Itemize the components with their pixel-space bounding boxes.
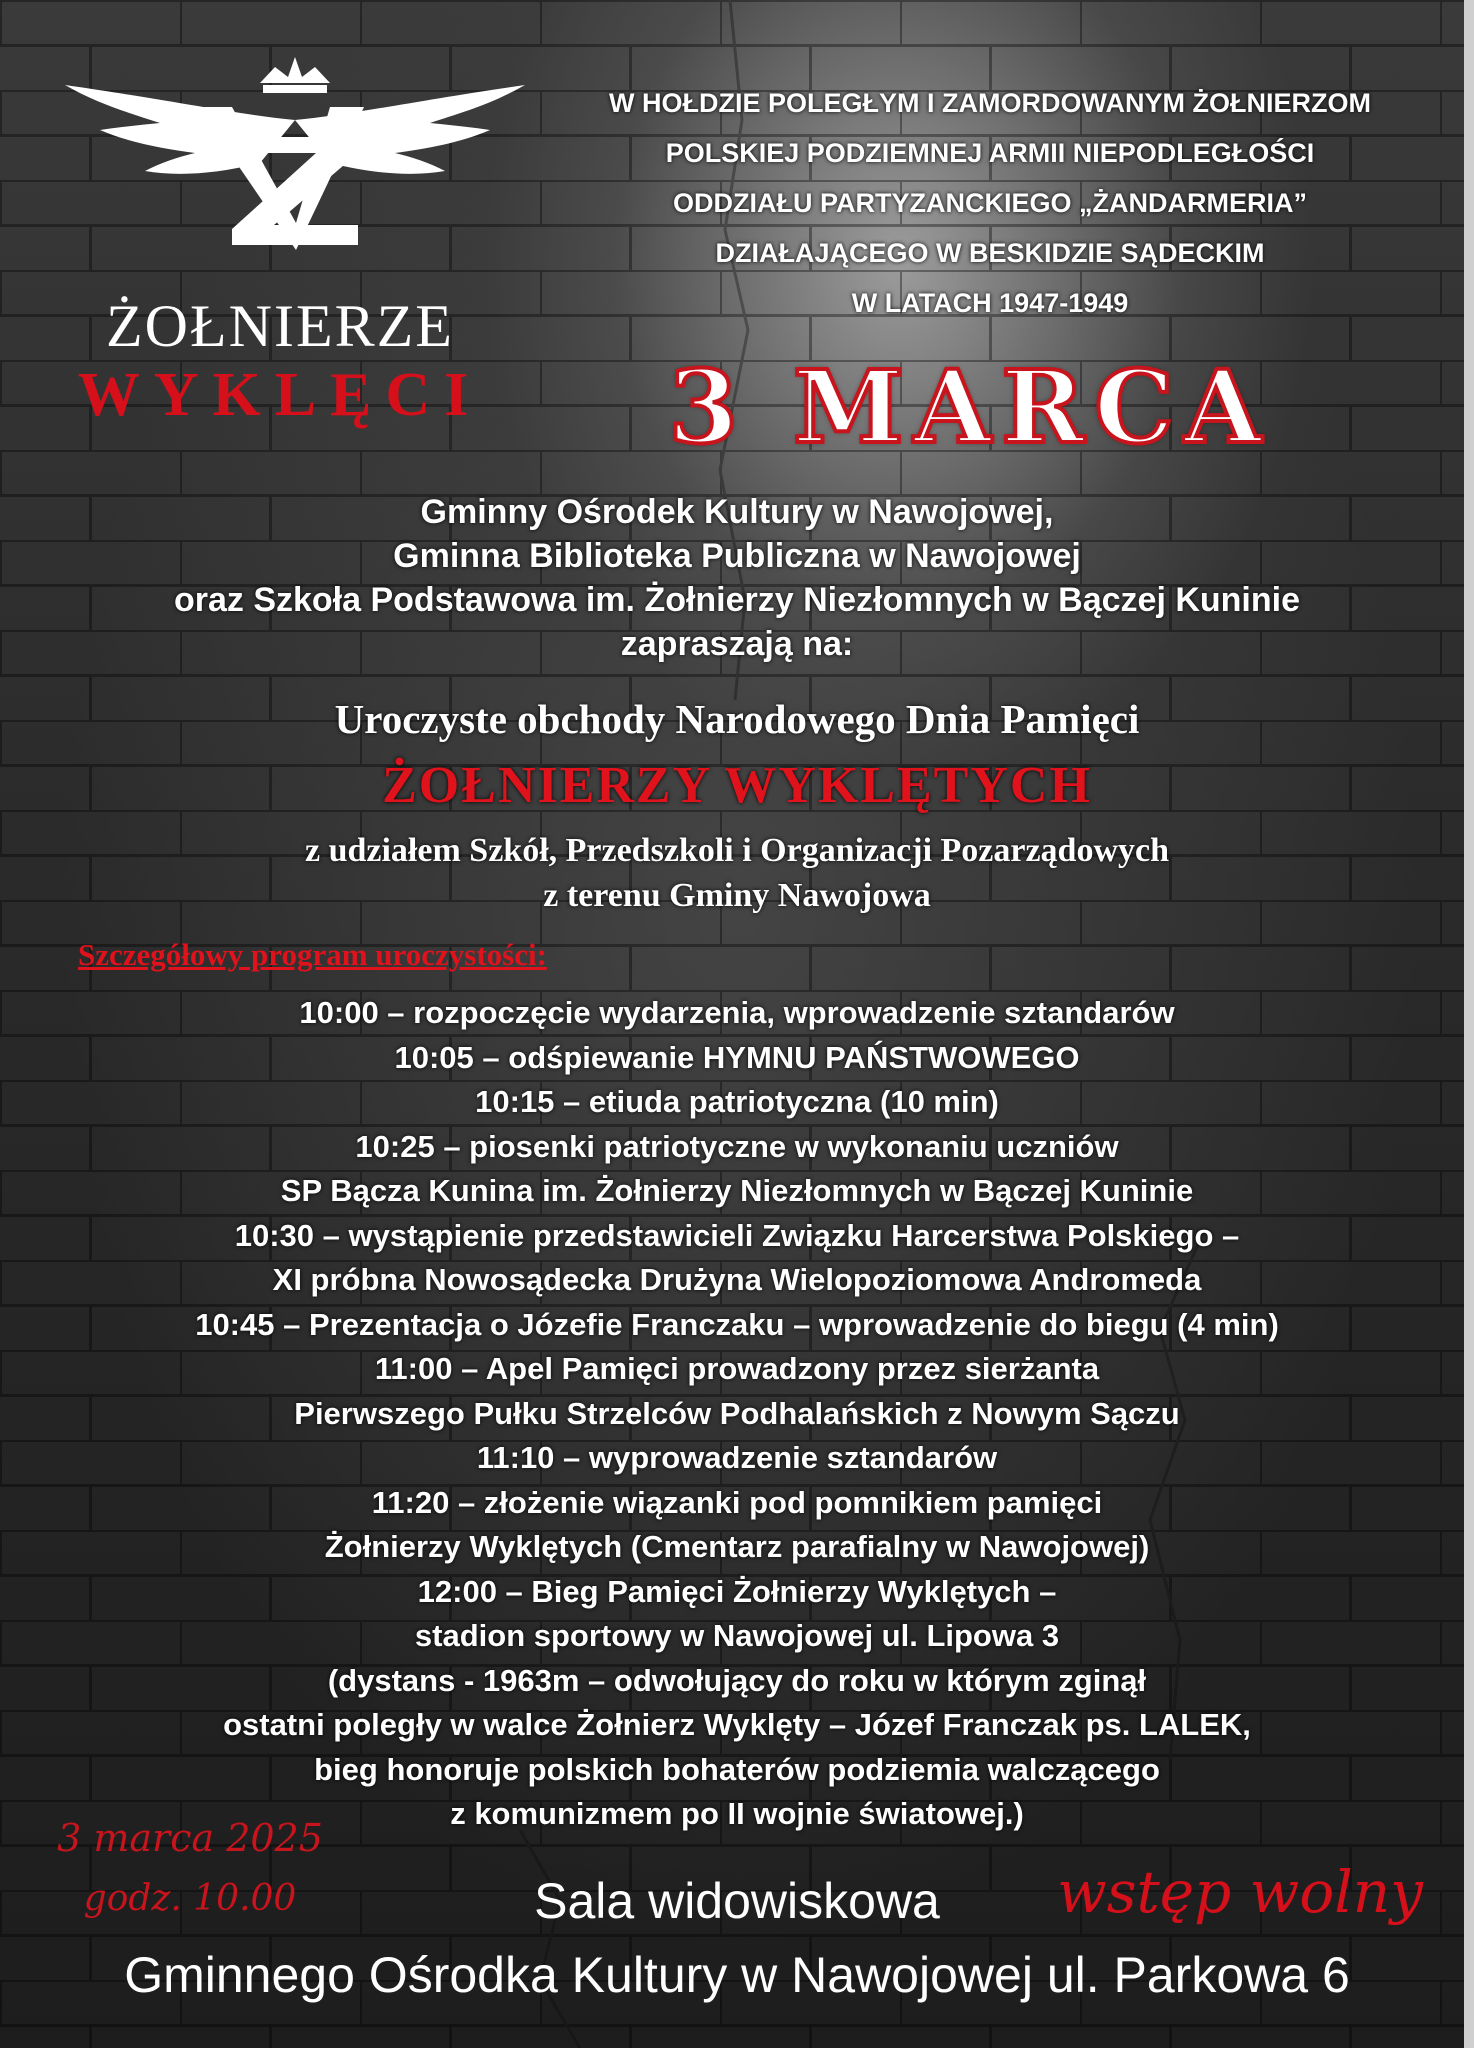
program-item: 10:00 – rozpoczęcie wydarzenia, wprowadzenie sztandarów bbox=[299, 995, 1175, 1030]
program-item: 10:45 – Prezentacja o Józefie Franczaku – wprowadzenie do biegu (4 min) bbox=[195, 1306, 1279, 1342]
program-item: SP Bącza Kunina im. Żołnierzy Niezłomnych w Bączej Kuninie bbox=[280, 1173, 1194, 1208]
participation-line: z terenu Gminy Nawojowa bbox=[543, 877, 931, 914]
program-item: 10:25 – piosenki patriotyczne w wykonaniu uczniów bbox=[355, 1128, 1119, 1164]
program-item: Żołnierzy Wyklętych (Cmentarz parafialny w Nawojowej) bbox=[324, 1529, 1150, 1564]
program-item: Pierwszego Pułku Strzelców Podhalańskich z Nowym Sączu bbox=[294, 1395, 1180, 1431]
dedication-line: W HOŁDZIE POLEGŁYM I ZAMORDOWANYM ŻOŁNIERZOM bbox=[609, 88, 1371, 118]
dedication-line: W LATACH 1947-1949 bbox=[851, 288, 1129, 318]
dedication-text bbox=[540, 78, 1440, 328]
brand-line-2: WYKLĘCI bbox=[77, 361, 483, 429]
program-item: stadion sportowy w Nawojowej ul. Lipowa 3 bbox=[414, 1618, 1060, 1653]
program-item: (dystans - 1963m – odwołujący do roku w którym zginął bbox=[327, 1662, 1147, 1698]
program-item: ostatni poległy w walce Żołnierz Wyklęty – Józef Franczak ps. LALEK, bbox=[223, 1707, 1251, 1742]
program-list bbox=[30, 991, 1444, 1837]
program-item: 10:30 – wystąpienie przedstawicieli Związku Harcerstwa Polskiego – bbox=[234, 1217, 1240, 1253]
program-item: bieg honoruje polskich bohaterów podziemia walczącego bbox=[314, 1751, 1160, 1787]
organizer-line: oraz Szkoła Podstawowa im. Żołnierzy Niezłomnych w Bączej Kuninie bbox=[173, 581, 1301, 619]
event-title: Uroczyste obchody Narodowego Dnia Pamięci bbox=[334, 696, 1140, 742]
headline-date: 3 MARCA bbox=[668, 348, 1272, 466]
organizer-line: zapraszają na: bbox=[620, 625, 854, 663]
entry-free-note: wstęp wolny bbox=[1057, 1858, 1423, 1926]
right-border bbox=[1464, 0, 1474, 2048]
organizer-line: Gminna Biblioteka Publiczna w Nawojowej bbox=[393, 537, 1081, 575]
brand-line-1: ŻOŁNIERZE bbox=[106, 293, 454, 359]
organizers-text bbox=[40, 490, 1434, 666]
crowned-winged-zw-emblem-icon bbox=[60, 45, 530, 255]
program-item: 11:20 – złożenie wiązanki pod pomnikiem pamięci bbox=[371, 1484, 1103, 1520]
program-item: z komunizmem po II wojnie światowej.) bbox=[450, 1796, 1024, 1831]
organizer-line: Gminny Ośrodek Kultury w Nawojowej, bbox=[420, 493, 1054, 531]
program-heading: Szczegółowy program uroczystości: bbox=[78, 937, 547, 972]
program-item: 11:00 – Apel Pamięci prowadzony przez sierżanta bbox=[374, 1351, 1100, 1386]
program-item: 10:15 – etiuda patriotyczna (10 min) bbox=[475, 1084, 999, 1119]
participation-text bbox=[40, 828, 1434, 918]
event-highlight: ŻOŁNIERZY WYKLĘTYCH bbox=[382, 757, 1092, 814]
dedication-line: DZIAŁAJĄCEGO W BESKIDZIE SĄDECKIM bbox=[715, 238, 1265, 268]
participation-line: z udziałem Szkół, Przedszkoli i Organizacji Pozarządowych bbox=[304, 832, 1170, 869]
venue-line-1: Sala widowiskowa bbox=[534, 1873, 940, 1929]
dedication-line: ODDZIAŁU PARTYZANCKIEGO „ŻANDARMERIA” bbox=[673, 188, 1307, 218]
venue-line-2: Gminnego Ośrodka Kultury w Nawojowej ul. Parkowa 6 bbox=[124, 1947, 1350, 2003]
program-item: 11:10 – wyprowadzenie sztandarów bbox=[476, 1440, 998, 1475]
dedication-line: POLSKIEJ PODZIEMNEJ ARMII NIEPODLEGŁOŚCI bbox=[665, 138, 1315, 168]
program-item: 12:00 – Bieg Pamięci Żołnierzy Wyklętych – bbox=[417, 1573, 1057, 1609]
program-item: XI próbna Nowosądecka Drużyna Wielopoziomowa Andromeda bbox=[272, 1262, 1202, 1297]
footer-time: godz. 10.00 bbox=[83, 1878, 297, 1919]
footer-date: 3 marca 2025 bbox=[57, 1816, 323, 1860]
program-item: 10:05 – odśpiewanie HYMNU PAŃSTWOWEGO bbox=[394, 1039, 1080, 1075]
